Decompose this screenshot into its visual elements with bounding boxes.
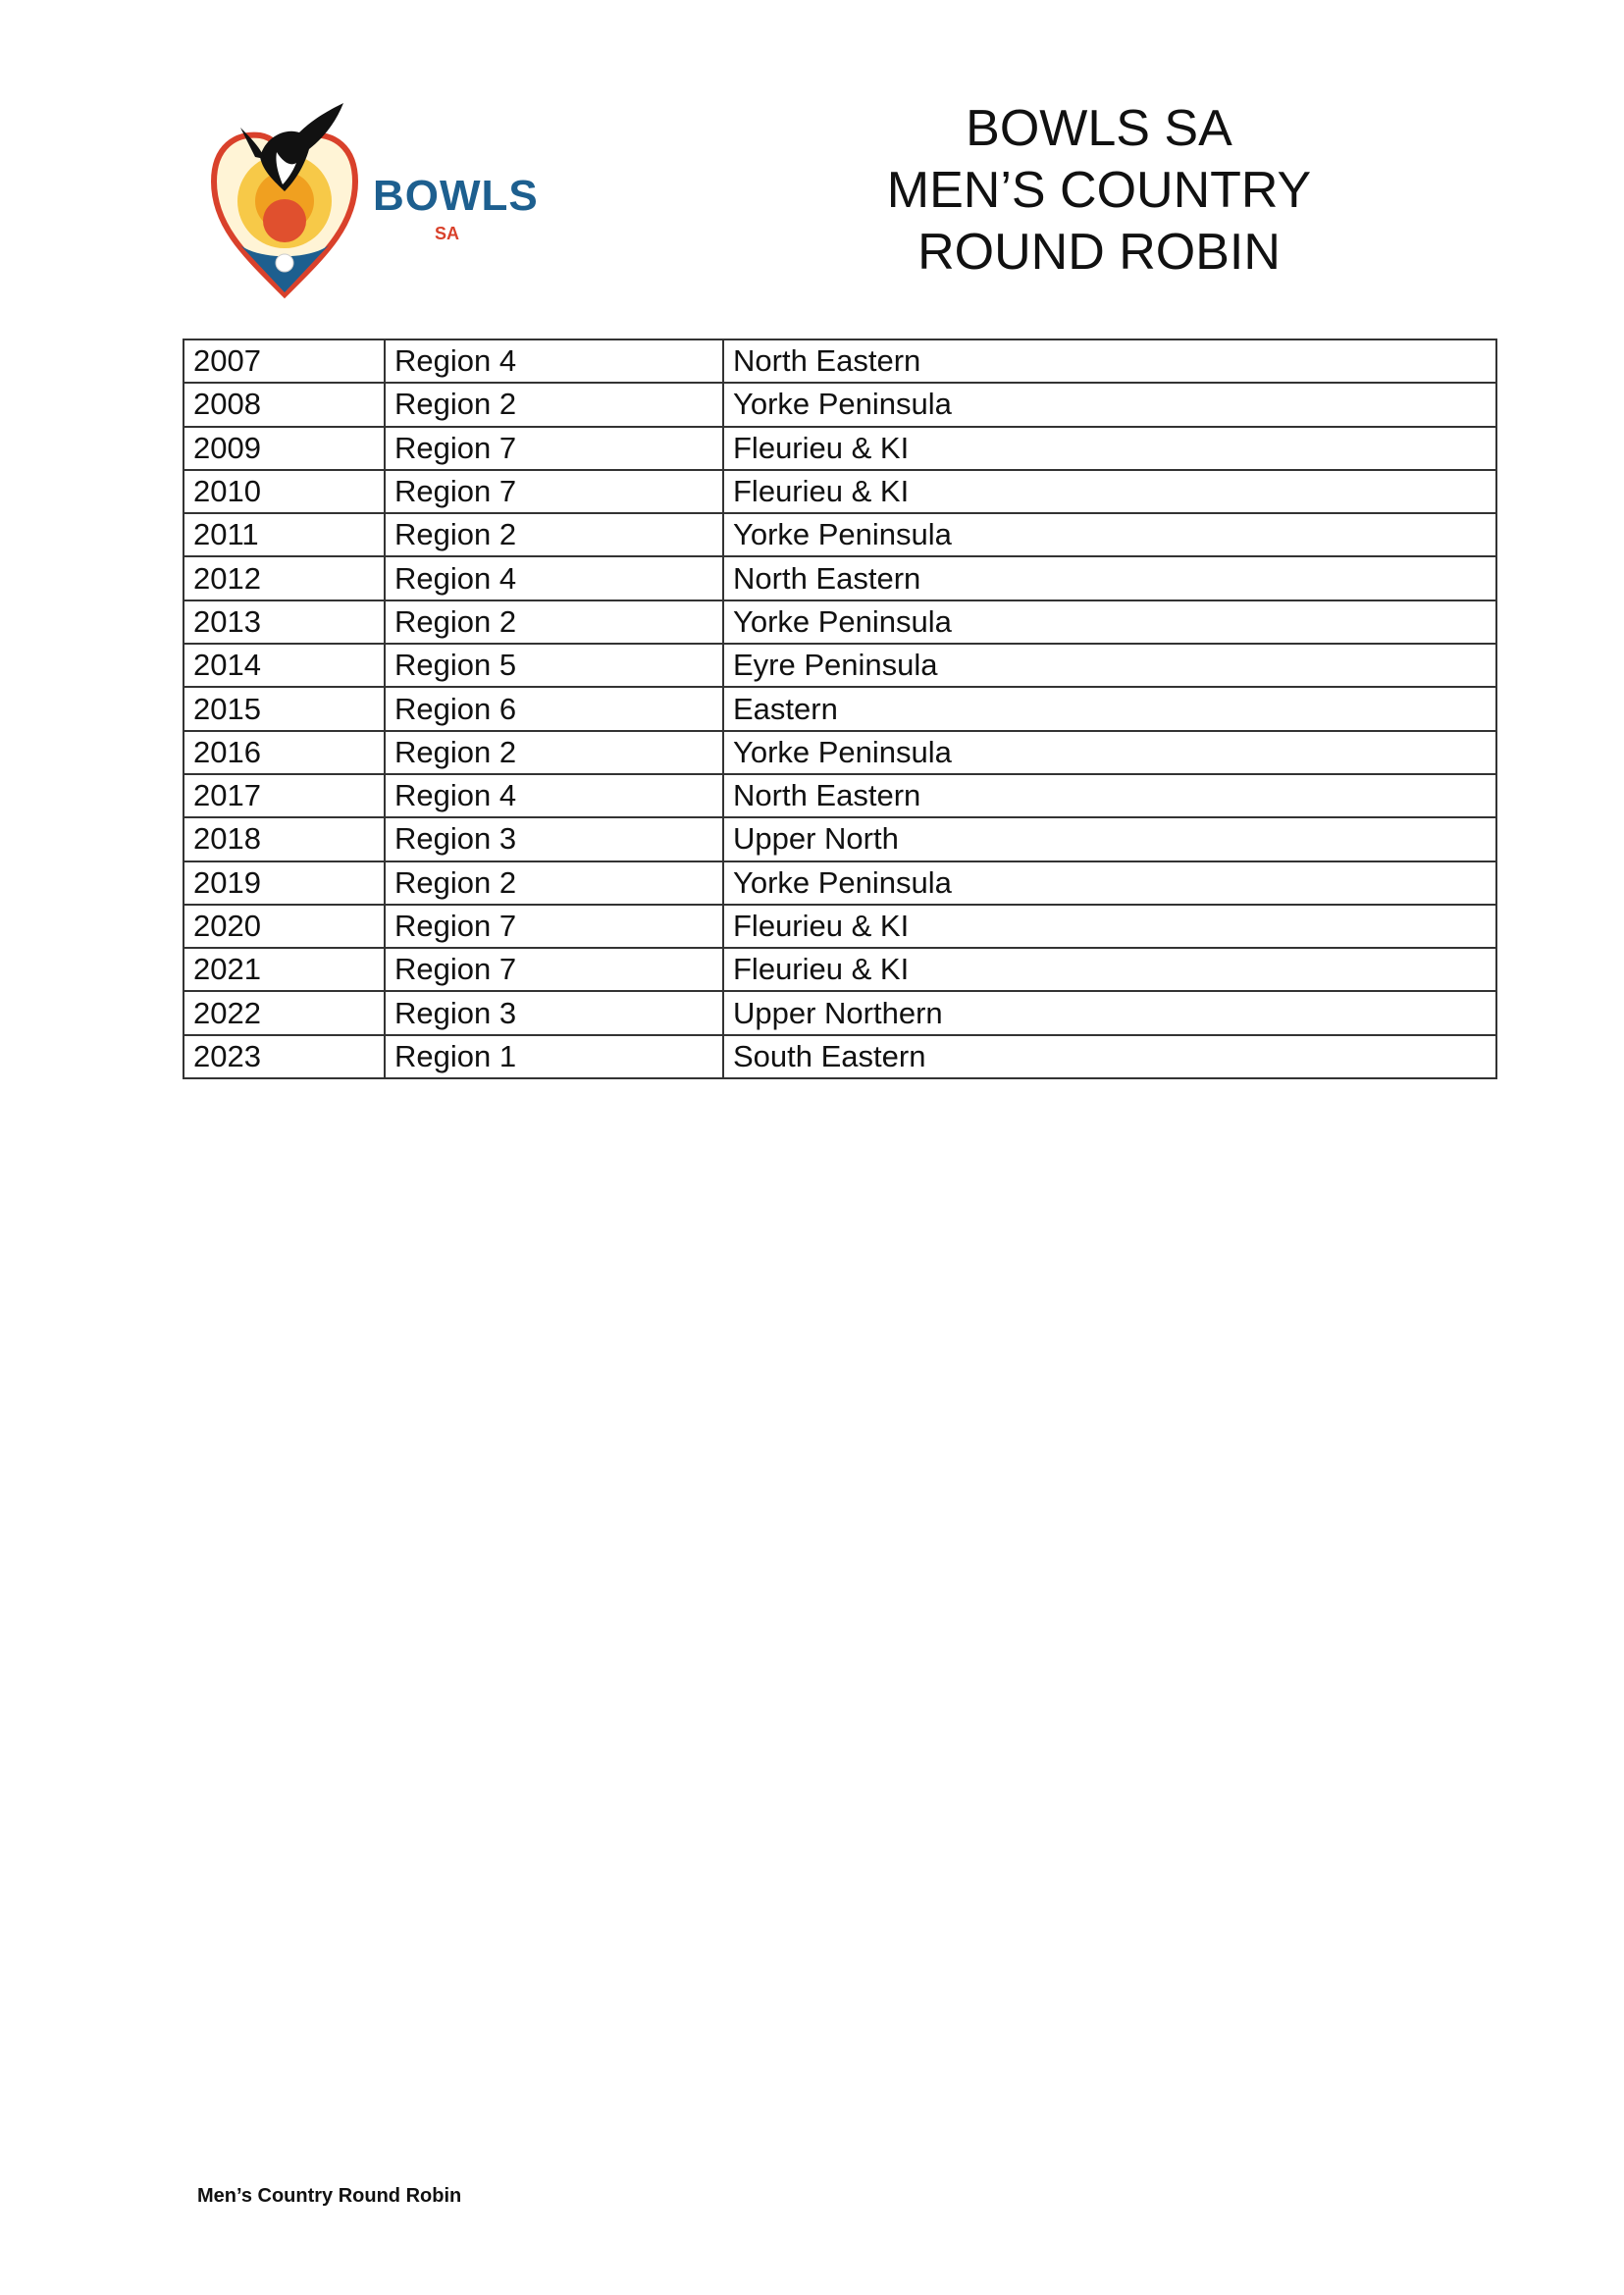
region-name-cell: Fleurieu & KI [723, 470, 1496, 513]
year-cell: 2020 [183, 905, 385, 948]
region-cell: Region 6 [385, 687, 723, 730]
title-line-2: MEN’S COUNTRY [886, 162, 1312, 219]
year-cell: 2008 [183, 383, 385, 426]
results-table-body [183, 339, 1496, 1078]
year-cell: 2021 [183, 948, 385, 991]
table-row [183, 644, 1496, 687]
table-row [183, 556, 1496, 600]
year-cell: 2018 [183, 817, 385, 861]
region-cell: Region 2 [385, 861, 723, 905]
region-name-cell: Fleurieu & KI [723, 427, 1496, 470]
year-cell: 2022 [183, 991, 385, 1034]
year-cell: 2016 [183, 731, 385, 774]
table-row [183, 731, 1496, 774]
region-cell: Region 3 [385, 991, 723, 1034]
year-cell: 2010 [183, 470, 385, 513]
region-name-cell: North Eastern [723, 556, 1496, 600]
table-row [183, 1035, 1496, 1078]
region-cell: Region 2 [385, 383, 723, 426]
region-name-cell: Fleurieu & KI [723, 905, 1496, 948]
region-name-cell: Eyre Peninsula [723, 644, 1496, 687]
region-cell: Region 2 [385, 513, 723, 556]
region-name-cell: Upper Northern [723, 991, 1496, 1034]
region-name-cell: Yorke Peninsula [723, 383, 1496, 426]
page-title [864, 98, 1335, 284]
region-cell: Region 7 [385, 470, 723, 513]
region-cell: Region 4 [385, 339, 723, 383]
region-name-cell: Yorke Peninsula [723, 731, 1496, 774]
year-cell: 2011 [183, 513, 385, 556]
table-row [183, 470, 1496, 513]
year-cell: 2023 [183, 1035, 385, 1078]
region-cell: Region 4 [385, 774, 723, 817]
region-name-cell: Yorke Peninsula [723, 861, 1496, 905]
region-cell: Region 1 [385, 1035, 723, 1078]
table-row [183, 861, 1496, 905]
year-cell: 2013 [183, 600, 385, 644]
logo-wordmark: BOWLS [373, 172, 539, 220]
year-cell: 2007 [183, 339, 385, 383]
region-cell: Region 7 [385, 948, 723, 991]
table-row [183, 817, 1496, 861]
table-row [183, 687, 1496, 730]
table-row [183, 383, 1496, 426]
region-cell: Region 5 [385, 644, 723, 687]
region-name-cell: Yorke Peninsula [723, 600, 1496, 644]
region-name-cell: Eastern [723, 687, 1496, 730]
region-cell: Region 3 [385, 817, 723, 861]
region-name-cell: South Eastern [723, 1035, 1496, 1078]
magpie-heart-emblem-icon [206, 98, 363, 304]
results-table [183, 339, 1497, 1079]
table-row [183, 991, 1496, 1034]
table-row [183, 948, 1496, 991]
year-cell: 2015 [183, 687, 385, 730]
table-row [183, 513, 1496, 556]
table-row [183, 339, 1496, 383]
region-name-cell: Yorke Peninsula [723, 513, 1496, 556]
table-row [183, 427, 1496, 470]
region-name-cell: Upper North [723, 817, 1496, 861]
year-cell: 2012 [183, 556, 385, 600]
year-cell: 2014 [183, 644, 385, 687]
year-cell: 2017 [183, 774, 385, 817]
table-row [183, 774, 1496, 817]
title-line-1: BOWLS SA [966, 100, 1232, 157]
region-cell: Region 2 [385, 731, 723, 774]
region-cell: Region 4 [385, 556, 723, 600]
region-cell: Region 2 [385, 600, 723, 644]
region-name-cell: North Eastern [723, 339, 1496, 383]
region-name-cell: Fleurieu & KI [723, 948, 1496, 991]
bowls-sa-logo [206, 98, 539, 304]
table-row [183, 600, 1496, 644]
title-line-3: ROUND ROBIN [917, 224, 1281, 281]
region-cell: Region 7 [385, 905, 723, 948]
table-row [183, 905, 1496, 948]
page-footer: Men’s Country Round Robin [197, 2185, 462, 2207]
year-cell: 2009 [183, 427, 385, 470]
region-name-cell: North Eastern [723, 774, 1496, 817]
logo-subtitle: SA [435, 224, 460, 243]
region-cell: Region 7 [385, 427, 723, 470]
year-cell: 2019 [183, 861, 385, 905]
